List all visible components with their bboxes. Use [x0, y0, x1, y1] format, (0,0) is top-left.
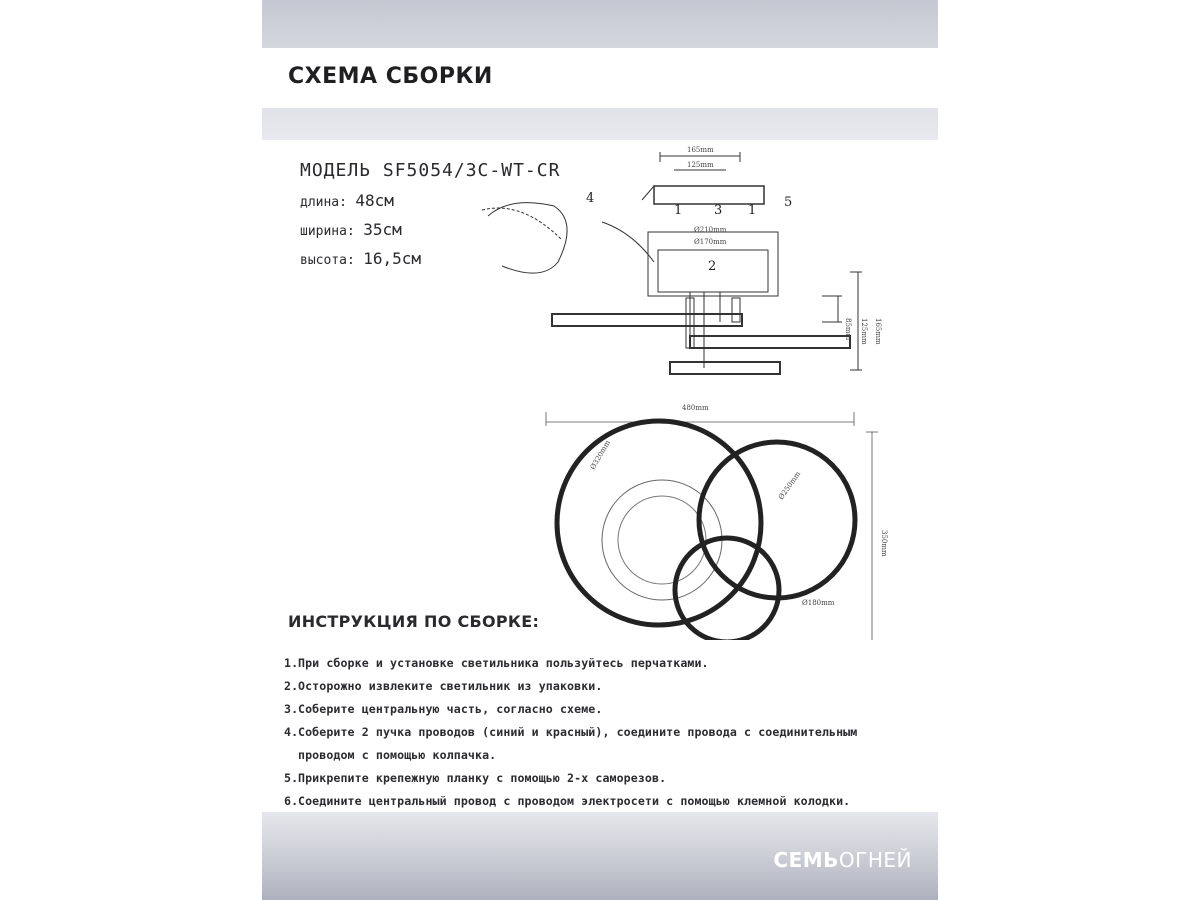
step-text: Прикрепите крепежную планку с помощью 2-х саморезов. [298, 771, 667, 785]
spec-width-label: ширина: [300, 224, 355, 239]
step-label-5: 5 [784, 195, 793, 210]
instruction-step [284, 721, 924, 767]
step-label-3: 3 [714, 203, 723, 218]
brand-light: ОГНЕЙ [838, 848, 912, 872]
step-text: Соберите центральную часть, согласно схеме. [298, 702, 603, 716]
instruction-step [284, 767, 924, 790]
dim-125-side: 125mm [860, 318, 868, 345]
instruction-step [284, 675, 924, 698]
step-text: Соберите 2 пучка проводов (синий и красный), соедините провода с соединительным [298, 725, 858, 739]
spec-width-value: 35см [363, 220, 402, 239]
dim-85: 85mm [844, 318, 852, 341]
step-text: Соедините центральный провод с проводом электросети с помощью клемной колодки. [298, 794, 851, 808]
step-label-1a: 1 [674, 203, 683, 218]
spec-length-value: 48см [355, 191, 394, 210]
dim-165-side: 165mm [874, 318, 882, 345]
page-title: СХЕМА СБОРКИ [288, 64, 493, 89]
spec-height-value: 16,5см [363, 249, 422, 268]
dim-165: 165mm [687, 146, 714, 154]
side-view [482, 146, 882, 374]
dim-170: Ø170mm [694, 238, 727, 246]
step-text-continued: проводом с помощью колпачка. [298, 748, 497, 762]
instruction-step [284, 698, 924, 721]
step-label-1b: 1 [748, 203, 757, 218]
spec-height-label: высота: [300, 253, 355, 268]
model-name: МОДЕЛЬ SF5054/3C-WT-CR [300, 160, 561, 181]
step-number: 5. [284, 771, 299, 785]
dim-480: 480mm [682, 404, 709, 412]
dim-210: Ø210mm [694, 226, 727, 234]
step-number: 1. [284, 656, 299, 670]
ring-large [557, 421, 761, 625]
dim-125: 125mm [687, 161, 714, 169]
plan-view [546, 404, 888, 640]
step-label-2: 2 [708, 259, 717, 274]
dim-ring-medium: Ø250mm [777, 470, 803, 502]
step-number: 6. [284, 794, 299, 808]
spec-length-label: длина: [300, 195, 347, 210]
step-number: 3. [284, 702, 299, 716]
brand-bold: СЕМЬ [773, 848, 839, 872]
instruction-step [284, 790, 924, 813]
ring-small [675, 538, 779, 640]
assembly-drawing [262, 0, 938, 640]
brand-logo [773, 848, 912, 872]
step-label-4: 4 [586, 191, 595, 206]
dim-350: 350mm [880, 530, 888, 557]
instruction-step [284, 652, 924, 675]
instructions-list [284, 652, 924, 813]
dim-ring-small: Ø180mm [802, 599, 835, 607]
step-number: 4. [284, 725, 299, 739]
step-text: Осторожно извлеките светильник из упаковки. [298, 679, 603, 693]
instructions-title: ИНСТРУКЦИЯ ПО СБОРКЕ: [288, 612, 540, 631]
step-text: При сборке и установке светильника пользуйтесь перчатками. [298, 656, 709, 670]
step-number: 2. [284, 679, 299, 693]
assembly-sheet [262, 0, 938, 900]
dim-ring-large: Ø320mm [588, 438, 612, 471]
